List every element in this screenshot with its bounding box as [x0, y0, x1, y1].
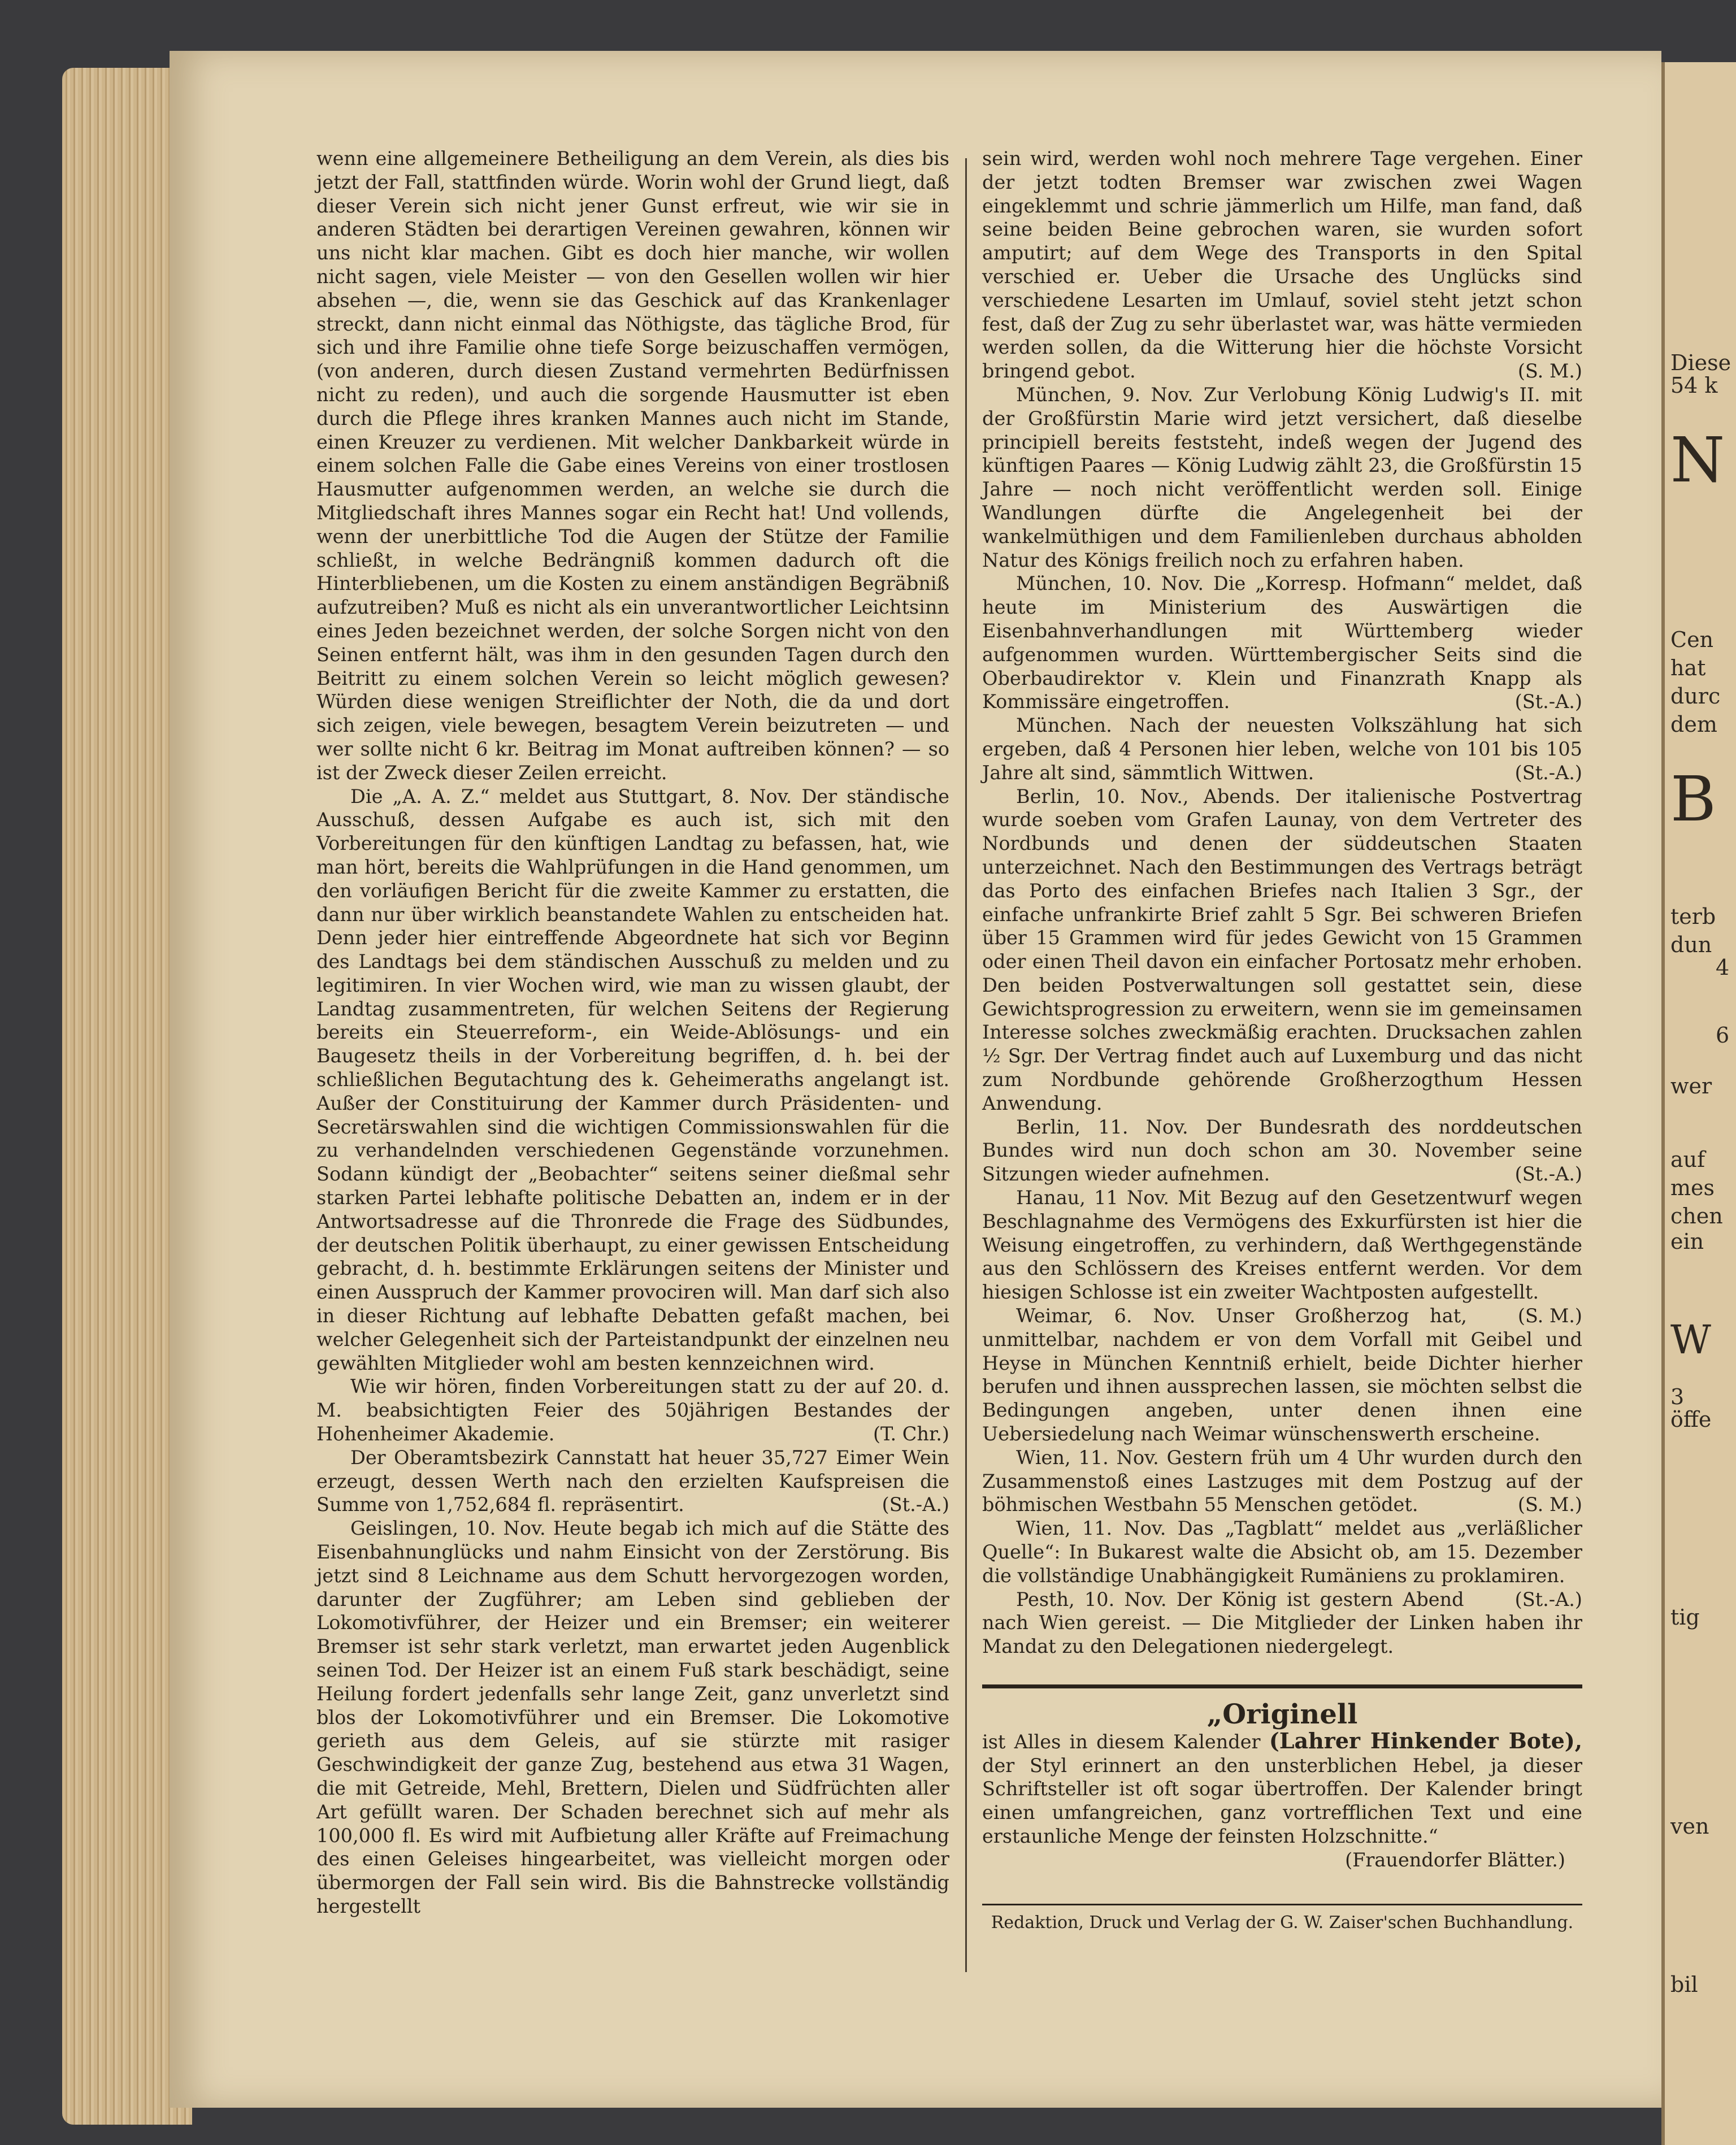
fragment: 3: [1670, 1384, 1685, 1409]
article-paragraph: wenn eine allgemeinere Betheiligung an dem Verein, als dies bis jetzt der Fall, stattfinden würde. Worin wohl der Grund liegt, daß dieser Verein sich nicht jener Gunst erfreut, wie wir sie in anderen Städten bei derartigen Vereinen gewahren, können wir uns nicht klar machen. Gibt es doch hier manche, wir wollen nicht sagen, viele Meister — von den Gesellen wollen wir hier absehen —, die, wenn sie das Geschick auf das Krankenlager streckt, dann nicht einmal das Nöthigste, das tägliche Brod, für sich und ihre Familie ohne tiefe Sorge beizuschaffen vermögen, (von anderen, durch diesen Zustand vermehrten Bedürfnissen nicht zu reden), und auch die sorgende Hausmutter ist eben durch die Pflege ihres kranken Mannes auch nicht im Stande, einen Kreuzer zu verdienen. Mit welcher Dankbarkeit würde in einem solchen Falle die Gabe eines Vereins von einer trostlosen Hausmutter aufgenommen werden, an welche sie durch die Mitgliedschaft ihres Mannes sogar ein Recht hat! Und vollends, wenn der unerbittliche Tod die Augen der Stütze der Familie schließt, in welche Bedrängniß kommen dadurch oft die Hinterbliebenen, um die Kosten zu einem anständigen Begräbniß aufzutreiben? Muß es nicht als ein unverantwortlicher Leichtsinn eines Jeden bezeichnet werden, der solche Sorgen nicht von den Seinen entfernt hält, was ihm in den gesunden Tagen durch den Beitritt zu einem solchen Verein so leicht möglich gewesen? Würden diese wenigen Streiflichter der Noth, die da und dort sich zeigen, viele bewegen, besagtem Verein beizutreten — und wer sollte nicht 6 kr. Beitrag im Monat auftreiben können? — so ist der Zweck dieser Zeilen erreicht.: [316, 147, 949, 784]
fragment: 54 k: [1670, 373, 1718, 398]
fragment: tig: [1670, 1605, 1700, 1630]
fragment: B: [1670, 763, 1716, 835]
fragment: chen: [1670, 1204, 1723, 1228]
advert: [982, 1699, 1582, 1872]
source-attribution: (S. M.): [1517, 360, 1582, 383]
fragment: terb: [1670, 904, 1716, 929]
fragment: Cen: [1670, 627, 1714, 652]
fragment: dem: [1670, 712, 1717, 737]
fragment: ven: [1670, 1814, 1709, 1839]
source-attribution: (St.-A.): [1514, 761, 1582, 784]
advert-title: „Originell: [1206, 1699, 1358, 1730]
article-paragraph: Wien, 11. Nov. Das „Tagblatt“ meldet aus „verläßlicher Quelle“: In Bukarest walte die Absicht ob, am 15. Dezember die vollständige Unabhängigkeit Rumäniens zu proklamiren. (St.-A.): [982, 1517, 1582, 1610]
article-paragraph: Weimar, 6. Nov. Unser Großherzog hat, unmittelbar, nachdem er von dem Vorfall mit Geibel und Heyse in München Kenntniß erhielt, beide Dichter hierher berufen und ihnen aussprechen lassen, sie möchten selbst die Bedingungen angeben, unter denen ihnen eine Uebersiedelung nach Weimar wünschenswerth erscheine.: [982, 1305, 1582, 1445]
fragment: bil: [1670, 1972, 1698, 1997]
article-paragraph: München, 9. Nov. Zur Verlobung König Ludwig's II. mit der Großfürstin Marie wird jetzt versichert, daß dieselbe principiell bereits feststeht, indeß wegen der Jugend des künftigen Paares — König Ludwig zählt 23, die Großfürstin 15 Jahre — noch nicht veröffentlicht werden soll. Einige Wandlungen dürfte die Angelegenheit bei der wankelmüthigen und dem Familienleben durchaus abholden Natur des Königs freilich noch zu erfahren haben.: [982, 383, 1582, 571]
article-paragraph: Berlin, 10. Nov., Abends. Der italienische Postvertrag wurde soeben vom Grafen Launay, von dem Vertreter des Nordbunds und denen der süddeutschen Staaten unterzeichnet. Nach den Bestimmungen des Vertrags beträgt das Porto des einfachen Briefes nach Italien 3 Sgr., der einfache unfrankirte Brief zahlt 5 Sgr. Bei schweren Briefen über 15 Grammen wird für jedes Gewicht von 15 Grammen oder einen Theil davon ein einfacher Portosatz mehr erhoben. Den beiden Postverwaltungen soll gestattet sein, diese Gewichtsprogression zu erweitern, wenn sie im gemeinsamen Interesse solches zweckmäßig erachten. Drucksachen zahlen ½ Sgr. Der Vertrag findet auch auf Luxemburg und das nicht zum Nordbunde gehörende Großherzogthum Hessen Anwendung.: [982, 785, 1582, 1114]
right-column: [982, 147, 1582, 1934]
advert-body: ist Alles in diesem Kalender (Lahrer Hinkender Bote), der Styl erinnert an den unsterblichen Hebel, ja dieser Schriftsteller ist oft sogar übertroffen. Der Kalender bringt einen umfangreichen, ganz vortrefflichen Text und eine erstaunliche Menge der feinsten Holzschnitte.“: [982, 1727, 1582, 1847]
source-attribution: (S. M.): [1517, 1493, 1582, 1516]
article-paragraph: Der Oberamtsbezirk Cannstatt hat heuer 35,727 Eimer Wein erzeugt, dessen Werth nach den erzielten Kaufspreisen die Summe von 1,752,684 fl. repräsentirt. (St.-A.): [316, 1446, 949, 1516]
article-paragraph: München, 10. Nov. Die „Korresp. Hofmann“ meldet, daß heute im Ministerium des Auswärtigen die Eisenbahnverhandlungen mit Württemberg wieder aufgenommen wurden. Württembergischer Seits sind die Oberbaudirektor v. Klein und Finanzrath Knapp als Kommissäre eingetroffen. (St.-A.): [982, 572, 1582, 713]
fragment: 4: [1716, 955, 1730, 980]
article-paragraph: München. Nach der neuesten Volkszählung hat sich ergeben, daß 4 Personen hier leben, welche von 101 bis 105 Jahre alt sind, sämmtlich Wittwen. (St.-A.): [982, 714, 1582, 784]
article-paragraph: sein wird, werden wohl noch mehrere Tage vergehen. Einer der jetzt todten Bremser war zwischen zwei Wagen eingeklemmt und schrie jämmerlich um Hilfe, man fand, daß seine beiden Beine gebrochen waren, sie wurden sofort amputirt; auf dem Wege des Transports in den Spital verschied er. Ueber die Ursache des Unglücks sind verschiedene Lesarten im Umlauf, soviel steht jetzt schon fest, daß der Zug zu sehr überlastet war, was hätte vermieden werden sollen, da die Witterung hier die höchste Vorsicht bringend gebot. (S. M.): [982, 147, 1582, 383]
fragment: N: [1670, 424, 1725, 496]
footer-rule: [982, 1904, 1582, 1905]
fragment: W: [1670, 1317, 1711, 1363]
fragment: 6: [1716, 1023, 1730, 1048]
article-paragraph: Die „A. A. Z.“ meldet aus Stuttgart, 8. Nov. Der ständische Ausschuß, dessen Aufgabe es auch ist, sich mit den Vorbereitungen für den künftigen Landtag zu befassen, hat, wie man hört, bereits die Wahlprüfungen in die Hand genommen, um den vorläufigen Bericht für die zweite Kammer zu erstatten, die dann nur über wirklich beanstandete Wahlen zu entscheiden hat. Denn jeder hier eintreffende Abgeordnete hat sich vor Beginn des Landtags bei dem ständischen Ausschuß zu melden und zu legitimiren. In vier Wochen wird, wie man zu wissen glaubt, der Landtag zusammentreten, für welchen Seitens der Regierung bereits ein Steuerreform-, ein Weide-Ablösungs- und ein Baugesetz theils in der Vorbereitung begriffen, d. h. bei der schließlichen Begutachtung des k. Geheimeraths angelangt ist. Außer der Constituirung der Kammer durch Präsidenten- und Secretärswahlen sind die wichtigen Commissionswahlen für die zu verhandelnden verschiedenen Gegenstände vorzunehmen. Sodann kündigt der „Beobachter“ seitens seiner dießmal sehr starken Partei lebhafte politische Debatten an, indem er in der Antwortsadresse auf die Thronrede die Frage des Südbundes, der deutschen Politik überhaupt, zu einer gewissen Entscheidung gebracht, d. h. bestimmte Erklärungen seitens der Minister und einen Ausspruch der Kammer provociren will. Man darf sich also in dieser Richtung auf lebhafte Debatten gefaßt machen, bei welcher Gelegenheit sich der Parteistandpunkt der einzelnen neu gewählten Mitglieder wohl am besten kennzeichnen wird.: [316, 785, 949, 1374]
column-divider: [965, 158, 967, 1972]
fragment: Diese: [1670, 350, 1731, 375]
article-paragraph: Hanau, 11 Nov. Mit Bezug auf den Gesetzentwurf wegen Beschlagnahme des Vermögens des Exkurfürsten ist hier die Weisung eingetroffen, zu verhindern, daß Werthgegenstände aus den Schlössern des Kreises entfernt werden. Vor dem hiesigen Schlosse ist ein zweiter Wachtposten aufgestellt. (S. M.): [982, 1187, 1582, 1327]
article-paragraph: Geislingen, 10. Nov. Heute begab ich mich auf die Stätte des Eisenbahnunglücks und nahm Einsicht von der Zerstörung. Bis jetzt sind 8 Leichname aus dem Schutt hervorgezogen worden, darunter der Zugführer; am Leben sind geblieben der Lokomotivführer, der Heizer und ein Bremser; ein weiterer Bremser ist sehr stark verletzt, man erwartet jeden Augenblick seinen Tod. Der Heizer ist an einem Fuß stark beschädigt, seine Heilung fordert jedenfalls sehr lange Zeit, ganz unverletzt sind blos der Lokomotivführer und ein Bremser. Die Lokomotive gerieth aus dem Geleis, auf sie stürzte mit rasiger Geschwindigkeit der ganze Zug, bestehend aus etwa 31 Wagen, die mit Getreide, Mehl, Brettern, Dielen und Südfrüchten aller Art gefüllt waren. Der Schaden berechnet sich auf mehr als 100,000 fl. Es wird mit Aufbietung aller Kräfte auf Freimachung des einen Geleises hingearbeitet, was vielleicht morgen oder übermorgen der Fall sein wird. Bis die Bahnstrecke vollständig hergestellt: [316, 1517, 949, 1917]
source-attribution: (T. Chr.): [873, 1423, 949, 1445]
fragment: wer: [1670, 1074, 1712, 1098]
fragment: dun: [1670, 932, 1712, 957]
fragment: hat: [1670, 655, 1706, 680]
source-attribution: (St.-A.): [1514, 1588, 1582, 1610]
article-paragraph: Wie wir hören, finden Vorbereitungen statt zu der auf 20. d. M. beabsichtigten Feier des 50jährigen Bestandes der Hohenheimer Akademie. (T. Chr.): [316, 1375, 949, 1445]
source-attribution: (S. M.): [1517, 1305, 1582, 1327]
imprint-footer: Redaktion, Druck und Verlag der G. W. Zaiser'schen Buchhandlung.: [991, 1912, 1574, 1933]
advert-rule: [982, 1684, 1582, 1688]
source-attribution: (St.-A.): [882, 1493, 949, 1516]
article-paragraph: Wien, 11. Nov. Gestern früh um 4 Uhr wurden durch den Zusammenstoß eines Lastzuges mit dem Postzug auf der böhmischen Westbahn 55 Menschen getödet. (S. M.): [982, 1446, 1582, 1516]
fragment: durc: [1670, 684, 1721, 709]
adjacent-page: [1661, 62, 1736, 2145]
source-attribution: (St.-A.): [1514, 1163, 1582, 1186]
fragment: öffe: [1670, 1407, 1712, 1432]
fragment: auf: [1670, 1147, 1705, 1172]
article-paragraph: Pesth, 10. Nov. Der König ist gestern Abend nach Wien gereist. — Die Mitglieder der Linken haben ihr Mandat zu den Delegationen niedergelegt.: [982, 1588, 1582, 1658]
advert-publication: (Lahrer Hinkender Bote),: [1269, 1727, 1582, 1753]
fragment: mes: [1670, 1175, 1715, 1200]
left-column: [316, 147, 949, 1918]
fragment: ein: [1670, 1229, 1704, 1254]
source-attribution: (St.-A.): [1514, 691, 1582, 713]
article-paragraph: Berlin, 11. Nov. Der Bundesrath des norddeutschen Bundes wird nun doch schon am 30. November seine Sitzungen wieder aufnehmen. (St.-A.): [982, 1115, 1582, 1186]
advert-source: (Frauendorfer Blätter.): [1345, 1848, 1565, 1871]
